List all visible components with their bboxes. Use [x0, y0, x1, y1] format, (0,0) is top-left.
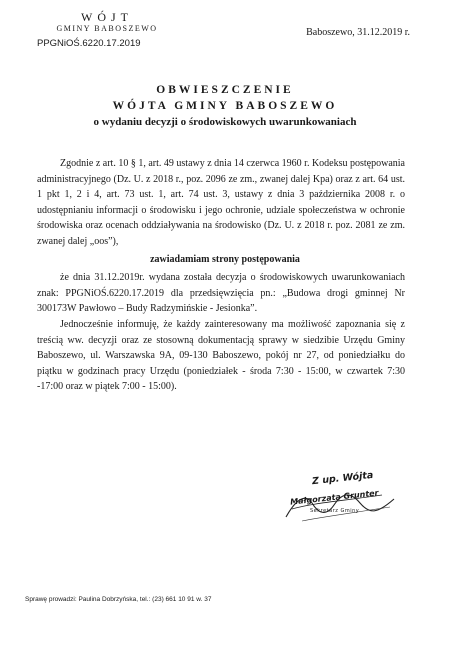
issuer-subtitle: GMINY BABOSZEWO: [56, 24, 158, 33]
information-paragraph: Jednocześnie informuję, że każdy zainteresowany ma możliwość zapoznania się z treścią ww. decyzji oraz ze stosowną dokumentacją sprawy w siedzibie Urzędu Gminy Baboszewo, ul. Warszawska 9A, 09-130 Baboszewo, pokój nr 27, od poniedziałku do piątku w godzinach pracy Urzędu (poniedziałek - środa 7:30 - 15:00, w czwartek 7:30 -17:00 oraz w piątek 7:00 - 15:00).: [37, 319, 405, 392]
document-title: OBWIESZCZENIE: [156, 84, 294, 96]
signature-on-behalf: Z up. Wójta: [311, 469, 374, 488]
document-subtitle: WÓJTA GMINY BABOSZEWO: [112, 100, 338, 112]
signature-role: Sekretarz Gminy: [310, 508, 360, 514]
case-number: PPGNiOŚ.6220.17.2019: [37, 38, 141, 49]
issuer-title: WÓJT: [81, 10, 133, 24]
signature-name: Małgorzata Grunter: [289, 488, 379, 507]
legal-basis-paragraph: Zgodnie z art. 10 § 1, art. 49 ustawy z dnia 14 czerwca 1960 r. Kodeksu postępowania administracyjnego (Dz. U. z 2018 r., poz. 2096 ze zm., zwanej dalej Kpa) oraz z art. 64 ust. 1 pkt 1, 2 i 4, art. 73 ust. 1, art. 74 ust. 3, ustawy z dnia 3 października 2008 r. o udostępnianiu informacji o środowisku i jego ochronie, udziale społeczeństwa w ochronie środowiska oraz ocenach oddziaływania na środowisko (Dz. U. z 2018 r. poz. 2081 ze zm. zwanej dalej „oos”),: [37, 158, 405, 247]
place-date: Baboszewo, 31.12.2019 r.: [306, 27, 410, 38]
decision-paragraph: że dnia 31.12.2019r. wydana została decyzja o środowiskowych uwarunkowaniach znak: PPGNiOŚ.6220.17.2019 dla przedsięwzięcia pn.: „Budowa drogi gminnej Nr 300173W Pawłowo – Budy Radzymińskie - Jesionka”.: [37, 272, 405, 314]
footer-note: Sprawę prowadzi: Paulina Dobrzyńska, tel.: (23) 661 10 91 w. 37: [25, 596, 212, 603]
title-block: [0, 82, 450, 130]
issuer-header: [52, 10, 162, 34]
announce-heading: zawiadamiam strony postępowania: [150, 254, 300, 265]
signature-block: [282, 469, 402, 533]
document-description: o wydaniu decyzji o środowiskowych uwarunkowaniach: [93, 116, 357, 128]
